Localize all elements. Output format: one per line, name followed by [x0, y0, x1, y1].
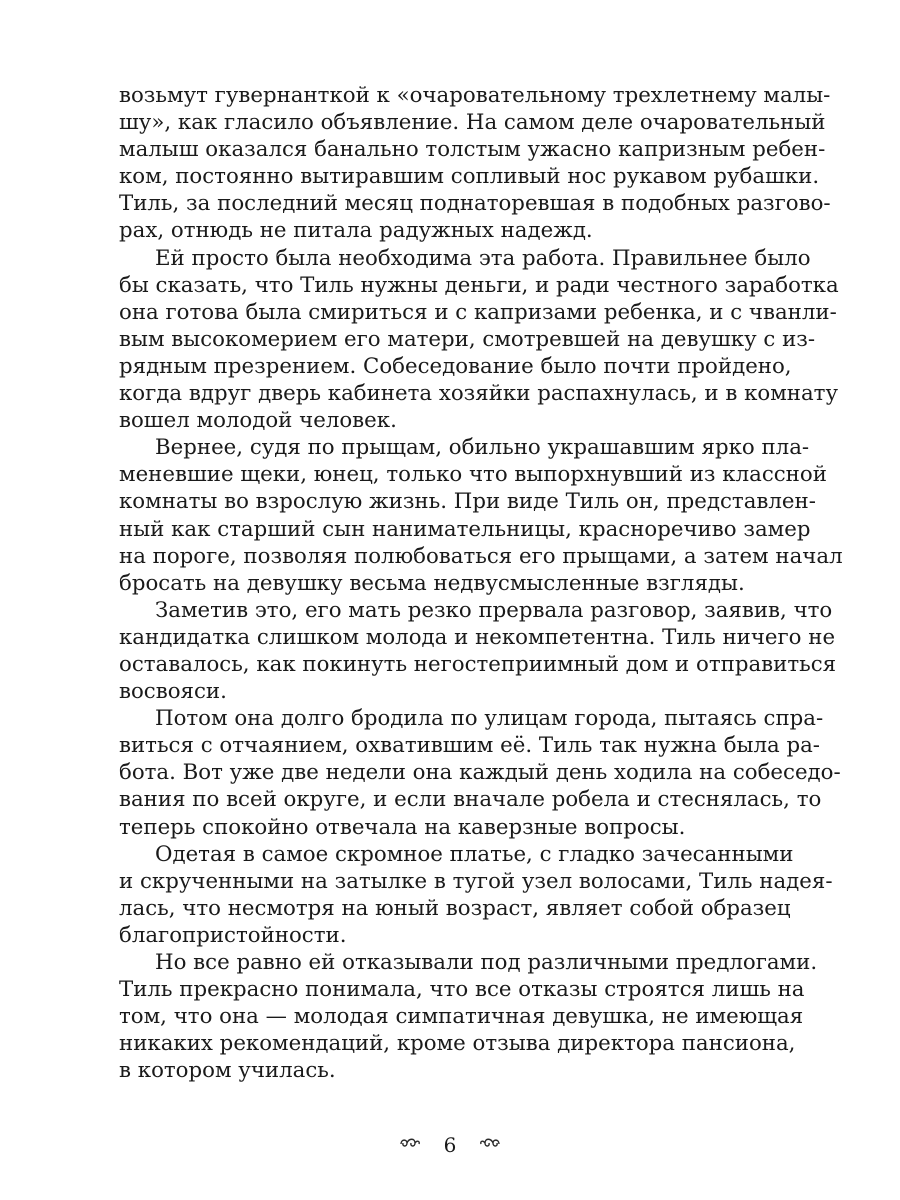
paragraph [119, 841, 833, 949]
text-line: ный как старший сын нанимательницы, красноречиво замер [119, 516, 811, 542]
body-text [119, 82, 843, 1084]
paragraph [119, 434, 843, 597]
page-number: 6 [443, 1133, 457, 1157]
text-line: Заметив это, его мать резко прервала разговор, заявив, что [155, 597, 833, 623]
text-line: Ей просто была необходима эта работа. Правильнее было [155, 245, 811, 271]
text-line: лась, что несмотря на юный возраст, являет собой образец [119, 895, 791, 921]
text-line: вошел молодой человек. [119, 408, 397, 434]
text-line: Тиль прекрасно понимала, что все отказы строятся лишь на [119, 977, 805, 1003]
text-line: бросать на девушку весьма недвусмысленные взгляды. [119, 570, 745, 596]
text-line: бы сказать, что Тиль нужны деньги, и ради честного заработка [119, 272, 839, 298]
page-folio [0, 1133, 900, 1157]
paragraph [119, 245, 839, 435]
text-line: Вернее, судя по прыщам, обильно украшавшим ярко пла- [155, 435, 810, 461]
text-line: кандидатка слишком молода и некомпетентна. Тиль ничего не [119, 624, 836, 650]
text-line: благопристойности. [119, 922, 347, 948]
ornament-right-icon [479, 1135, 501, 1154]
text-line: вания по всей округе, и если вначале робела и стеснялась, то [119, 787, 822, 813]
text-line: оставалось, как покинуть негостеприимный дом и отправиться [119, 651, 837, 677]
text-line: Одетая в самое скромное платье, с гладко зачесанными [155, 841, 794, 867]
text-line: Потом она долго бродила по улицам города, пытаясь спра- [155, 706, 824, 732]
text-line: когда вдруг дверь кабинета хозяйки распахнулась, и в комнату [119, 381, 838, 407]
text-line: в котором училась. [119, 1058, 336, 1084]
text-line: ком, постоянно вытиравшим сопливый нос рукавом рубашки. [119, 164, 820, 190]
text-line: том, что она — молодая симпатичная девушка, не имеющая [119, 1004, 804, 1030]
text-line: малыш оказался банально толстым ужасно капризным ребен- [119, 137, 826, 163]
text-line: меневшие щеки, юнец, только что выпорхнувший из классной [119, 462, 827, 488]
paragraph [119, 82, 831, 245]
ornament-left-icon [399, 1135, 421, 1154]
text-line: теперь спокойно отвечала на каверзные вопросы. [119, 814, 686, 840]
text-line: рядным презрением. Собеседование было почти пройдено, [119, 353, 792, 379]
text-line: и скрученными на затылке в тугой узел волосами, Тиль надея- [119, 868, 833, 894]
text-line: шу», как гласило объявление. На самом деле очаровательный [119, 110, 826, 136]
text-line: комнаты во взрослую жизнь. При виде Тиль он, представлен- [119, 489, 816, 515]
text-line: она готова была смириться и с капризами ребенка, и с чванли- [119, 299, 837, 325]
text-line: бота. Вот уже две недели она каждый день ходила на собеседо- [119, 760, 841, 786]
paragraph [119, 597, 837, 705]
text-line: виться с отчаянием, охватившим её. Тиль так нужна была ра- [119, 733, 820, 759]
text-line: на пороге, позволяя полюбоваться его прыщами, а затем начал [119, 543, 843, 569]
text-line: Тиль, за последний месяц поднаторевшая в подобных разгово- [119, 191, 831, 217]
paragraph [119, 949, 818, 1084]
text-line: рах, отнюдь не питала радужных надежд. [119, 218, 593, 244]
paragraph [119, 705, 841, 840]
text-line: Но все равно ей отказывали под различными предлогами. [155, 950, 818, 975]
text-line: возьмут гувернанткой к «очаровательному трехлетнему малы- [119, 83, 831, 108]
text-line: вым высокомерием его матери, смотревшей на девушку с из- [119, 326, 816, 352]
text-line: никаких рекомендаций, кроме отзыва директора пансиона, [119, 1031, 796, 1057]
text-line: восвояси. [119, 679, 227, 705]
